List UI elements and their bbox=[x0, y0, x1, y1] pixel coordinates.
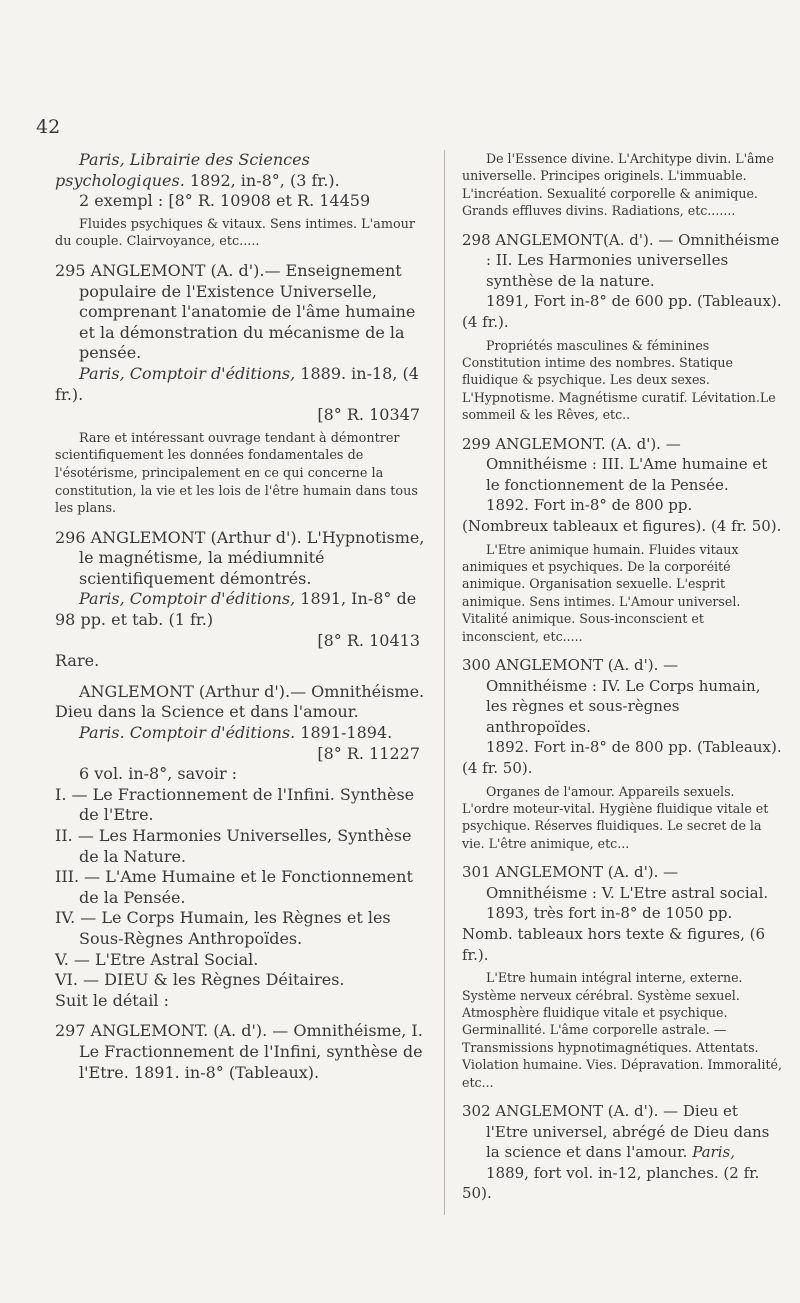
publisher-citation: Paris, Librairie des Sciences psychologiques. bbox=[55, 150, 310, 190]
publication-details: 1889, fort vol. in-12, planches. (2 fr. 50). bbox=[462, 1163, 760, 1203]
column-divider bbox=[444, 150, 445, 1215]
publisher-citation: Paris, bbox=[692, 1143, 735, 1162]
publication-details: 1893, très fort in-8° de 1050 pp. Nomb. tableaux hors texte & figures, (6 fr.). bbox=[462, 904, 766, 964]
publication-details: 1891, In-8° de 98 pp. et tab. (1 fr.) bbox=[55, 589, 417, 630]
publication-details: 1892, in-8°, (3 fr.). bbox=[189, 170, 340, 190]
volume-item: III. — L'Ame Humaine et le Fonctionnement de la Pensée. bbox=[55, 867, 413, 907]
shelf-mark: [8° R. 11227 bbox=[317, 743, 420, 763]
publication-details: 1889. in-18, (4 fr.). bbox=[55, 363, 419, 404]
volume-item: VI. — DIEU & les Règnes Déitaires. bbox=[55, 970, 345, 990]
publication-details: 1892. Fort in-8° de 800 pp. (Tableaux). (4 fr. 50). bbox=[462, 738, 782, 777]
entry-note: Rare et intéressant ouvrage tendant à démontrer scientifiquement les données fondamentales de l'ésotérisme, principalement en ce qui concerne la constitution, la vie et les lois de l'être humain dans tous les plans. bbox=[55, 430, 418, 517]
entry-note: L'Etre animique humain. Fluides vitaux animiques et psychiques. De la corporéité animique. Organisation sexuelle. L'esprit animique. Sens intimes. L'Amour universel. Vitalité animique. Sous-inconscient et inconscient, etc..... bbox=[462, 541, 741, 644]
entry-296 bbox=[55, 528, 430, 672]
entry-heading: 300 ANGLEMONT (A. d'). — Omnithéisme : IV. Le Corps humain, les règnes et sous-règnes anthropoïdes. bbox=[462, 656, 761, 736]
suite-label: Suit le détail : bbox=[55, 990, 169, 1010]
entry-301 bbox=[462, 862, 782, 1091]
entry-note: De l'Essence divine. L'Architype divin. L'âme universelle. Principes originels. L'immuable. L'incréation. Sexualité corporelle & animique. Grands effluves divins. Radiations, etc....... bbox=[462, 151, 774, 219]
right-column bbox=[462, 150, 782, 1204]
entry-note: Propriétés masculines & féminines Constitution intime des nombres. Statique fluidique & psychique. Les deux sexes. L'Hypnotisme. Magnétisme curatif. Lévitation.Le sommeil & les Rêves, etc.. bbox=[462, 337, 776, 423]
entry-note: Organes de l'amour. Appareils sexuels. L'ordre moteur-vital. Hygiène fluidique vitale et psychique. Réserves fluidiques. Le secret de la vie. L'être animique, etc... bbox=[462, 783, 769, 851]
entry-299 bbox=[462, 434, 782, 645]
entry-heading: 299 ANGLEMONT. (A. d'). — Omnithéisme : III. L'Ame humaine et le fonctionnement de la Pensée. bbox=[462, 434, 768, 494]
publication-details: 1892. Fort in-8° de 800 pp. (Nombreux tableaux et figures). (4 fr. 50). bbox=[462, 496, 782, 535]
entry-298 bbox=[462, 230, 782, 424]
entry-heading: 302 ANGLEMONT (A. d'). — Dieu et l'Etre universel, abrégé de Dieu dans la science et dans l'amour. bbox=[462, 1102, 770, 1162]
entry-302 bbox=[462, 1101, 782, 1204]
entry-heading: 301 ANGLEMONT (A. d'). — Omnithéisme : V. L'Etre astral social. bbox=[462, 863, 769, 902]
entry-295 bbox=[55, 261, 430, 518]
entry-heading: ANGLEMONT (Arthur d').— Omnithéisme. Dieu dans la Science et dans l'amour. bbox=[55, 681, 425, 722]
shelf-mark: [8° R. 10347 bbox=[317, 405, 420, 425]
volume-item: IV. — Le Corps Humain, les Règnes et les Sous-Règnes Anthropoïdes. bbox=[55, 908, 391, 948]
publication-details: 1891, Fort in-8° de 600 pp. (Tableaux). (4 fr.). bbox=[462, 292, 782, 331]
entry-note: Fluides psychiques & vitaux. Sens intimes. L'amour du couple. Clairvoyance, etc..... bbox=[55, 216, 416, 250]
volume-item: I. — Le Fractionnement de l'Infini. Synthèse de l'Etre. bbox=[55, 784, 415, 825]
publication-details: 1891-1894. bbox=[300, 723, 393, 743]
entry-omnitheisme-series bbox=[55, 682, 430, 1012]
volume-item: II. — Les Harmonies Universelles, Synthèse de la Nature. bbox=[55, 826, 412, 866]
copies: 2 exempl : [8° R. 10908 et R. 14459 bbox=[79, 191, 371, 211]
rarity-note: Rare. bbox=[55, 651, 100, 671]
volume-item: V. — L'Etre Astral Social. bbox=[55, 949, 259, 969]
entry-intro bbox=[55, 150, 430, 251]
entry-heading: 295 ANGLEMONT (A. d').— Enseignement populaire de l'Existence Universelle, comprenant l'anatomie de l'âme humaine et la démonstration du mécanisme de la pensée. bbox=[55, 260, 416, 363]
publisher-citation: Paris. Comptoir d'éditions. bbox=[79, 723, 296, 743]
publisher-citation: Paris, Comptoir d'éditions, bbox=[79, 363, 296, 383]
entry-heading: 296 ANGLEMONT (Arthur d'). L'Hypnotisme, le magnétisme, la médiumnité scientifiquement démontrés. bbox=[55, 527, 425, 588]
entry-continuation bbox=[462, 150, 782, 220]
page-number: 42 bbox=[36, 116, 61, 138]
left-column bbox=[55, 150, 430, 1083]
entry-heading: 297 ANGLEMONT. (A. d'). — Omnithéisme, I. Le Fractionnement de l'Infini, synthèse de l'Etre. 1891. in-8° (Tableaux). bbox=[55, 1021, 423, 1082]
entry-297 bbox=[55, 1021, 430, 1083]
entry-heading: 298 ANGLEMONT(A. d'). — Omnithéisme : II. Les Harmonies universelles synthèse de la nature. bbox=[462, 230, 780, 290]
volume-count: 6 vol. in-8°, savoir : bbox=[79, 764, 238, 784]
publisher-citation: Paris, Comptoir d'éditions, bbox=[79, 589, 296, 609]
entry-300 bbox=[462, 655, 782, 852]
shelf-mark: [8° R. 10413 bbox=[317, 630, 420, 650]
entry-note: L'Etre humain intégral interne, externe. Système nerveux cérébral. Système sexuel. Atmosphère fluidique vitale et psychique. Germinallité. L'âme corporelle astrale. — Transmissions hypnotimagnétiques. Attentats. Violation humaine. Vies. Dépravation. Immoralité, etc... bbox=[462, 970, 782, 1090]
